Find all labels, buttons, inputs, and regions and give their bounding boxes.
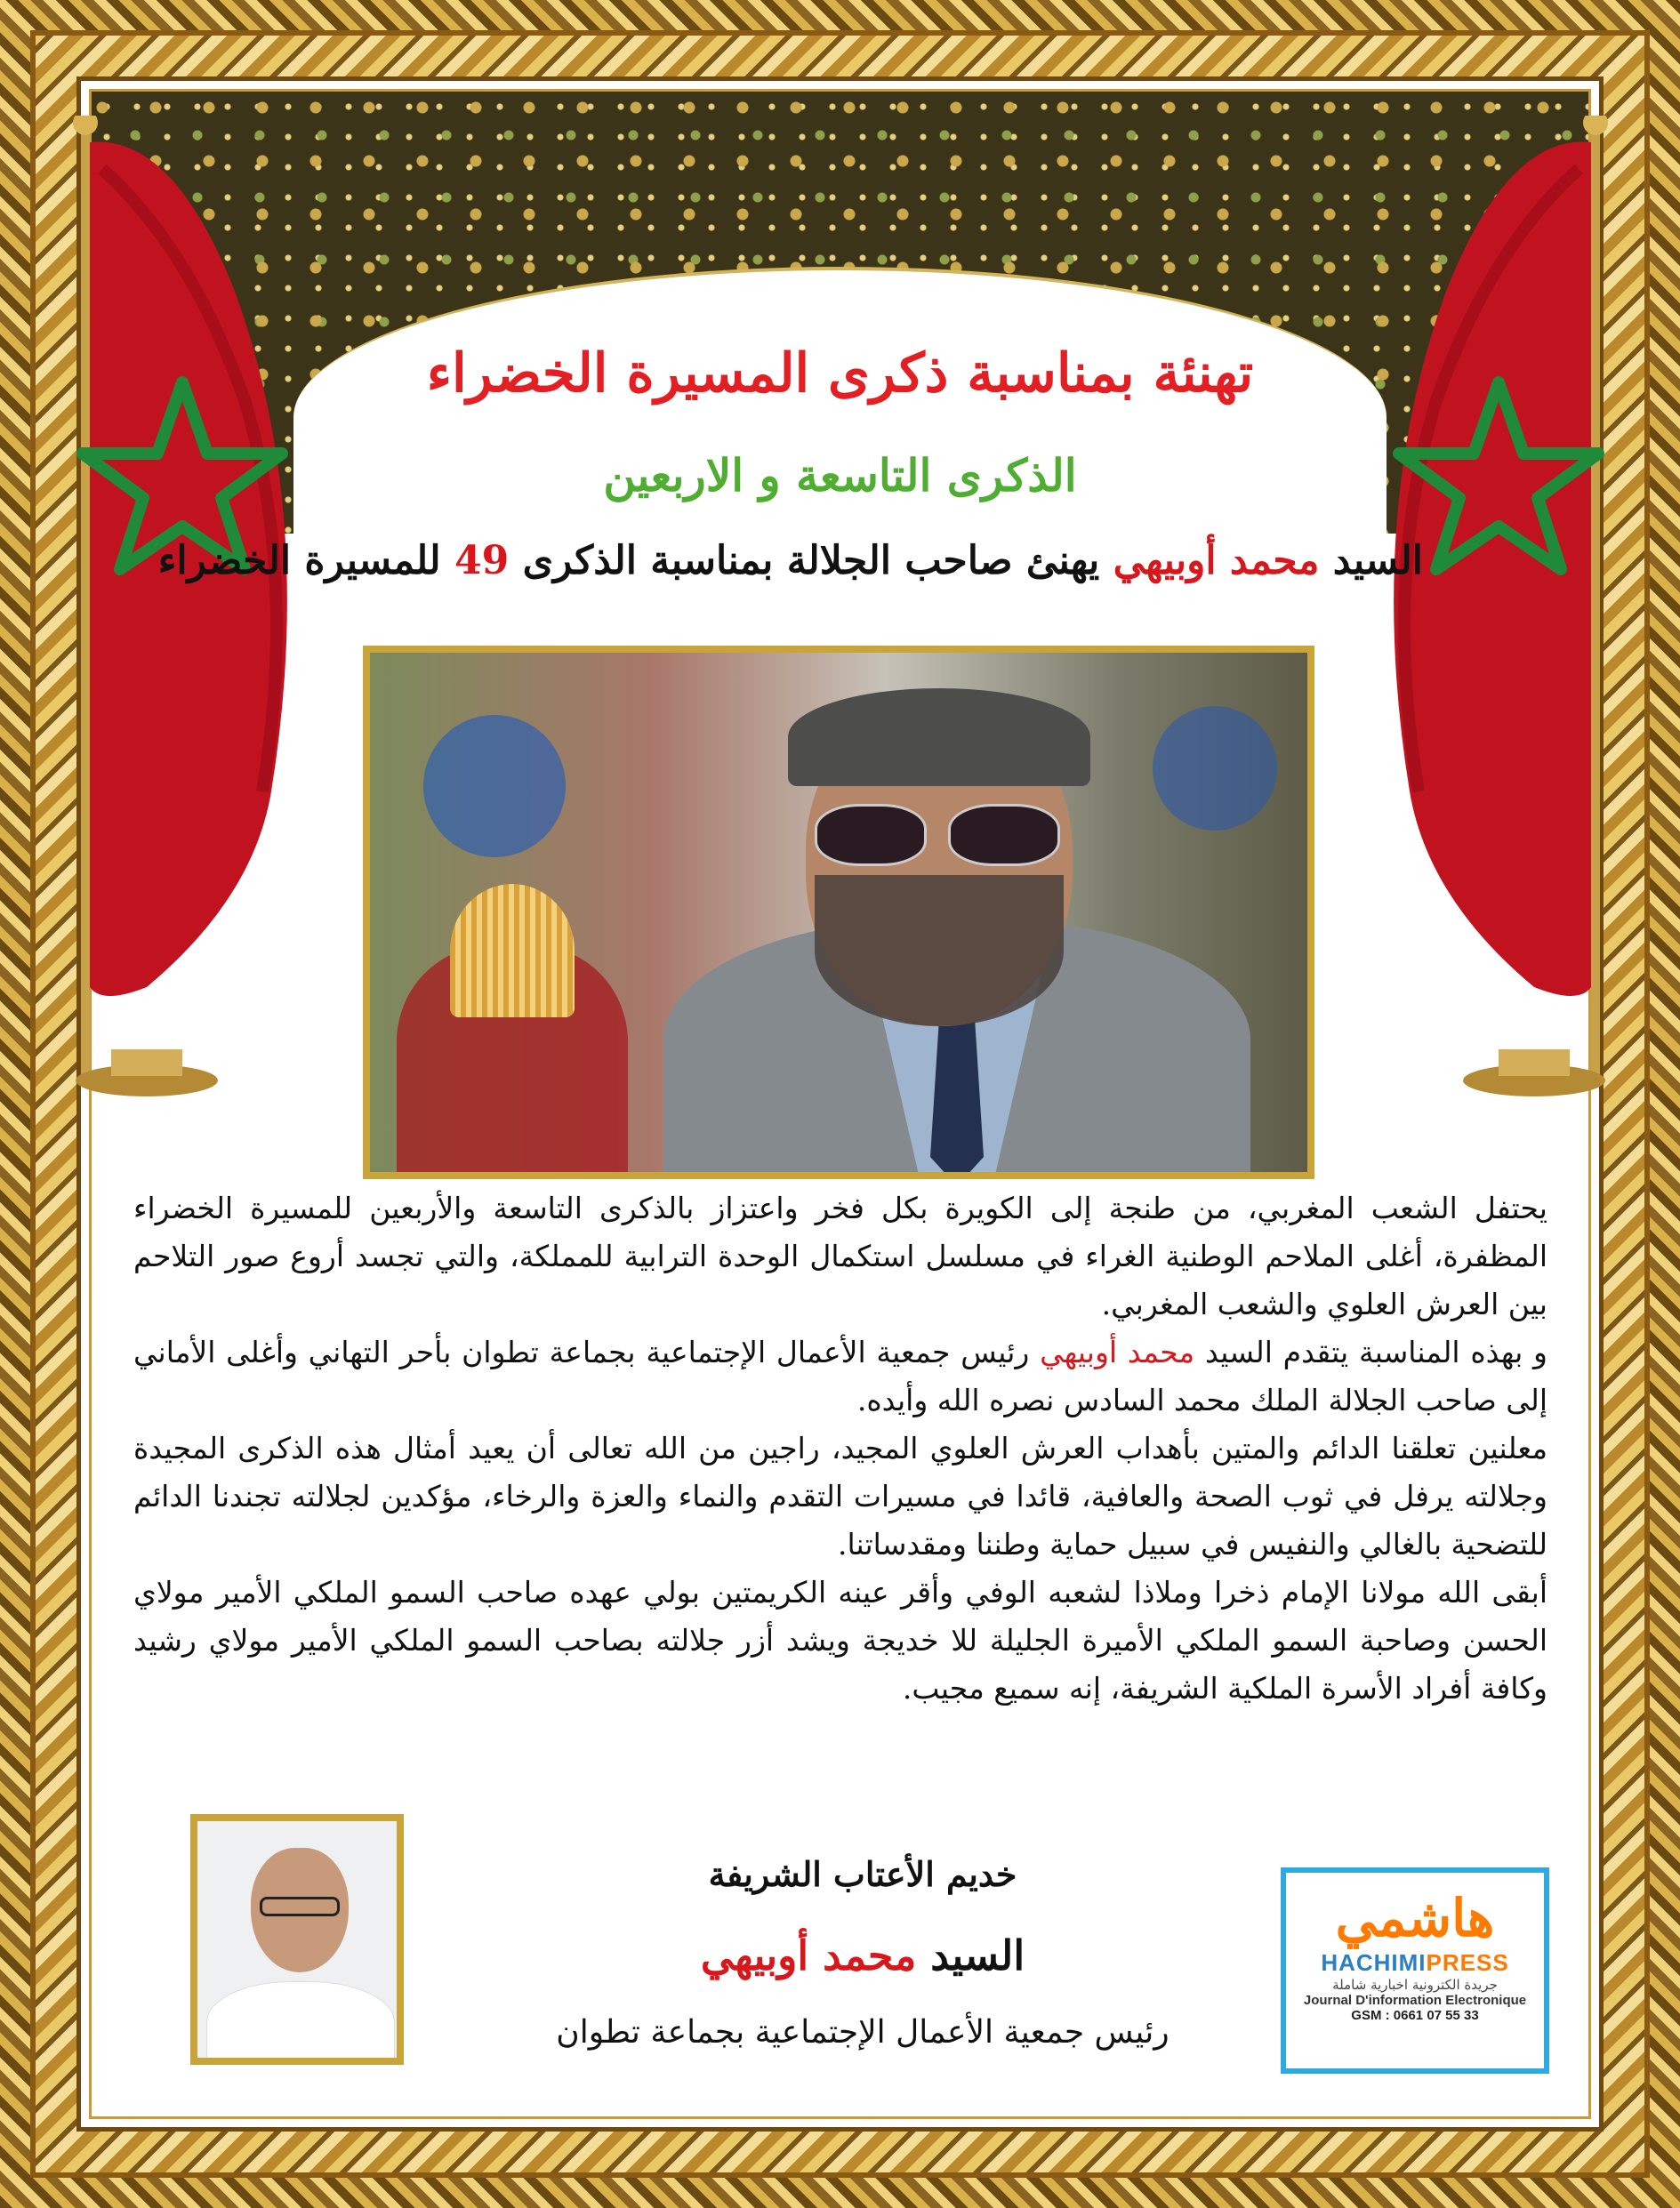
announcement-line [157, 538, 1423, 583]
message-body [133, 1184, 1547, 1713]
photo-epaulette [450, 884, 575, 1017]
logo-name: HACHIMIPRESS [1321, 1949, 1509, 1976]
signature-name: محمد أوبيهي [700, 1931, 917, 1979]
announcement-suffix: للمسيرة الخضراء [157, 538, 441, 583]
logo-tagline-arabic: جريدة الكترونية اخبارية شاملة [1332, 1977, 1498, 1993]
announcement-number: 49 [454, 538, 510, 583]
message-paragraph: و بهذه المناسبة يتقدم السيد محمد أوبيهي رئيس جمعية الأعمال الإجتماعية بجماعة تطوان بأحر التهاني وأغلى الأماني إلى صاحب الجلالة الملك محمد السادس نصره الله وأيده. [133, 1335, 1547, 1417]
announcement-prefix: السيد [1332, 538, 1423, 583]
announcement-middle: يهنئ صاحب الجلالة بمناسبة الذكرى [522, 538, 1100, 583]
logo-tagline-french: Journal D'information Electronique [1303, 1993, 1527, 2008]
signature-prefix: السيد [930, 1931, 1025, 1979]
morocco-flag-left [49, 116, 334, 1112]
photo-sunglasses [815, 804, 1064, 866]
king-photo [363, 646, 1314, 1179]
logo-phone: GSM : 0661 07 55 33 [1351, 2008, 1479, 2023]
signature-title: خديم الأعتاب الشريفة [708, 1854, 1017, 1894]
anniversary-subtitle: الذكرى التاسعة و الاربعين [603, 449, 1077, 502]
signature-role: رئيس جمعية الأعمال الإجتماعية بجماعة تطوان [556, 2014, 1170, 2051]
message-paragraph: معلنين تعلقنا الدائم والمتين بأهداب العرش العلوي المجيد، راجين من الله تعالى أن يعيد أمثال هذه الذكرى المجيدة وجلالته يرفل في ثوب الصحة والعافية، قائدا في مسيرات التقدم والنماء والعزة والرخاء، مؤكدين لجلالته تجندنا الدائم للتضحية بالغالي والنفيس في سبيل حماية وطننا ومقدساتنا. [133, 1431, 1547, 1562]
photo-beard [815, 875, 1064, 1026]
message-paragraph: يحتفل الشعب المغربي، من طنجة إلى الكويرة بكل فخر واعتزاز بالذكرى التاسعة والأربعين للمسيرة الخضراء المظفرة، أغلى الملاحم الوطنية الغراء في مسلسل استكمال الوحدة الترابية للمملكة، والتي تجسد أروع صور التلاحم بين العرش العلوي والشعب المغربي. [133, 1191, 1547, 1321]
portrait-glasses [260, 1897, 340, 1916]
message-paragraph: أبقى الله مولانا الإمام ذخرا وملاذا لشعبه الوفي وأقر عينه الكريمتين بولي عهده صاحب السمو الملكي الأمير مولاي الحسن وصاحبة السمو الملكي الأميرة الجليلة للا خديجة ويشد أزر جلالته بصاحب السمو الملكي الأمير مولاي رشيد وكافة أفراد الأسرة الملكية الشريفة، إنه سميع مجيب. [133, 1575, 1547, 1706]
signature-name-line [498, 1931, 1227, 1979]
morocco-flag-right [1347, 116, 1632, 1112]
message-name: محمد أوبيهي [1040, 1335, 1195, 1369]
hachimi-press-logo [1281, 1867, 1549, 2074]
announcement-name: محمد أوبيهي [1113, 538, 1320, 583]
main-title: تهنئة بمناسبة ذكرى المسيرة الخضراء [426, 342, 1254, 405]
photo-background-guard [423, 715, 566, 857]
logo-arabic: هاشمي [1335, 1888, 1495, 1948]
photo-cap [788, 688, 1090, 786]
portrait-shirt [206, 1981, 395, 2065]
photo-background-guard [1153, 706, 1277, 831]
sender-portrait [190, 1814, 404, 2065]
